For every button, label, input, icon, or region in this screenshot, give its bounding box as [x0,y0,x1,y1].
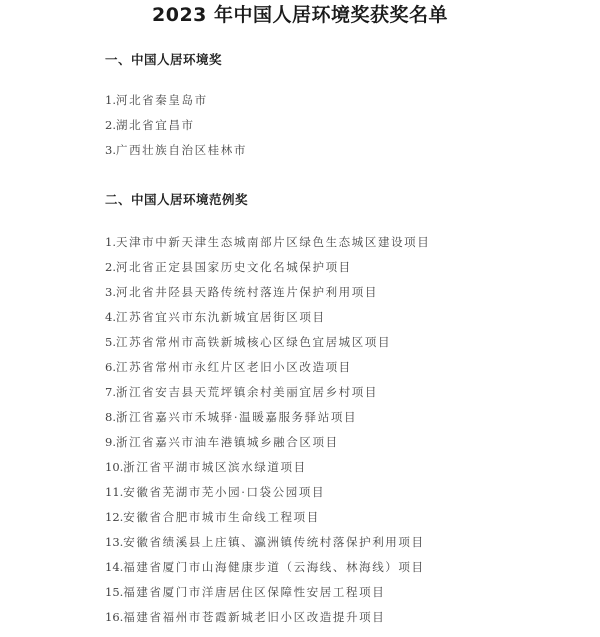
list-item: 14.福建省厦门市山海健康步道（云海线、林海线）项目 [105,560,425,574]
document-title: 2023 年中国人居环境奖获奖名单 [152,4,448,26]
list-item: 1.河北省秦皇岛市 [105,93,208,107]
list-item: 5.江苏省常州市高铁新城核心区绿色宜居城区项目 [105,335,392,349]
list-item: 3.河北省井陉县天路传统村落连片保护利用项目 [105,285,378,299]
list-item: 2.湖北省宜昌市 [105,118,195,132]
list-item: 7.浙江省安吉县天荒坪镇余村美丽宜居乡村项目 [105,385,378,399]
list-item: 15.福建省厦门市洋唐居住区保障性安居工程项目 [105,585,386,599]
list-item: 11.安徽省芜湖市芜小园·口袋公园项目 [105,485,326,499]
list-item: 8.浙江省嘉兴市禾城驿·温暖嘉服务驿站项目 [105,410,358,424]
list-item: 1.天津市中新天津生态城南部片区绿色生态城区建设项目 [105,235,431,249]
list-item: 16.福建省福州市苍霞新城老旧小区改造提升项目 [105,610,386,624]
list-item: 10.浙江省平湖市城区滨水绿道项目 [105,460,307,474]
list-item: 6.江苏省常州市永红片区老旧小区改造项目 [105,360,352,374]
list-item: 4.江苏省宜兴市东氿新城宜居街区项目 [105,310,326,324]
list-item: 13.安徽省绩溪县上庄镇、瀛洲镇传统村落保护利用项目 [105,535,425,549]
list-item: 3.广西壮族自治区桂林市 [105,143,247,157]
list-item: 12.安徽省合肥市城市生命线工程项目 [105,510,320,524]
section-heading-living-environment-award: 一、中国人居环境奖 [105,52,223,67]
section-heading-model-award: 二、中国人居环境范例奖 [105,192,249,207]
list-item: 9.浙江省嘉兴市油车港镇城乡融合区项目 [105,435,339,449]
list-item: 2.河北省正定县国家历史文化名城保护项目 [105,260,352,274]
